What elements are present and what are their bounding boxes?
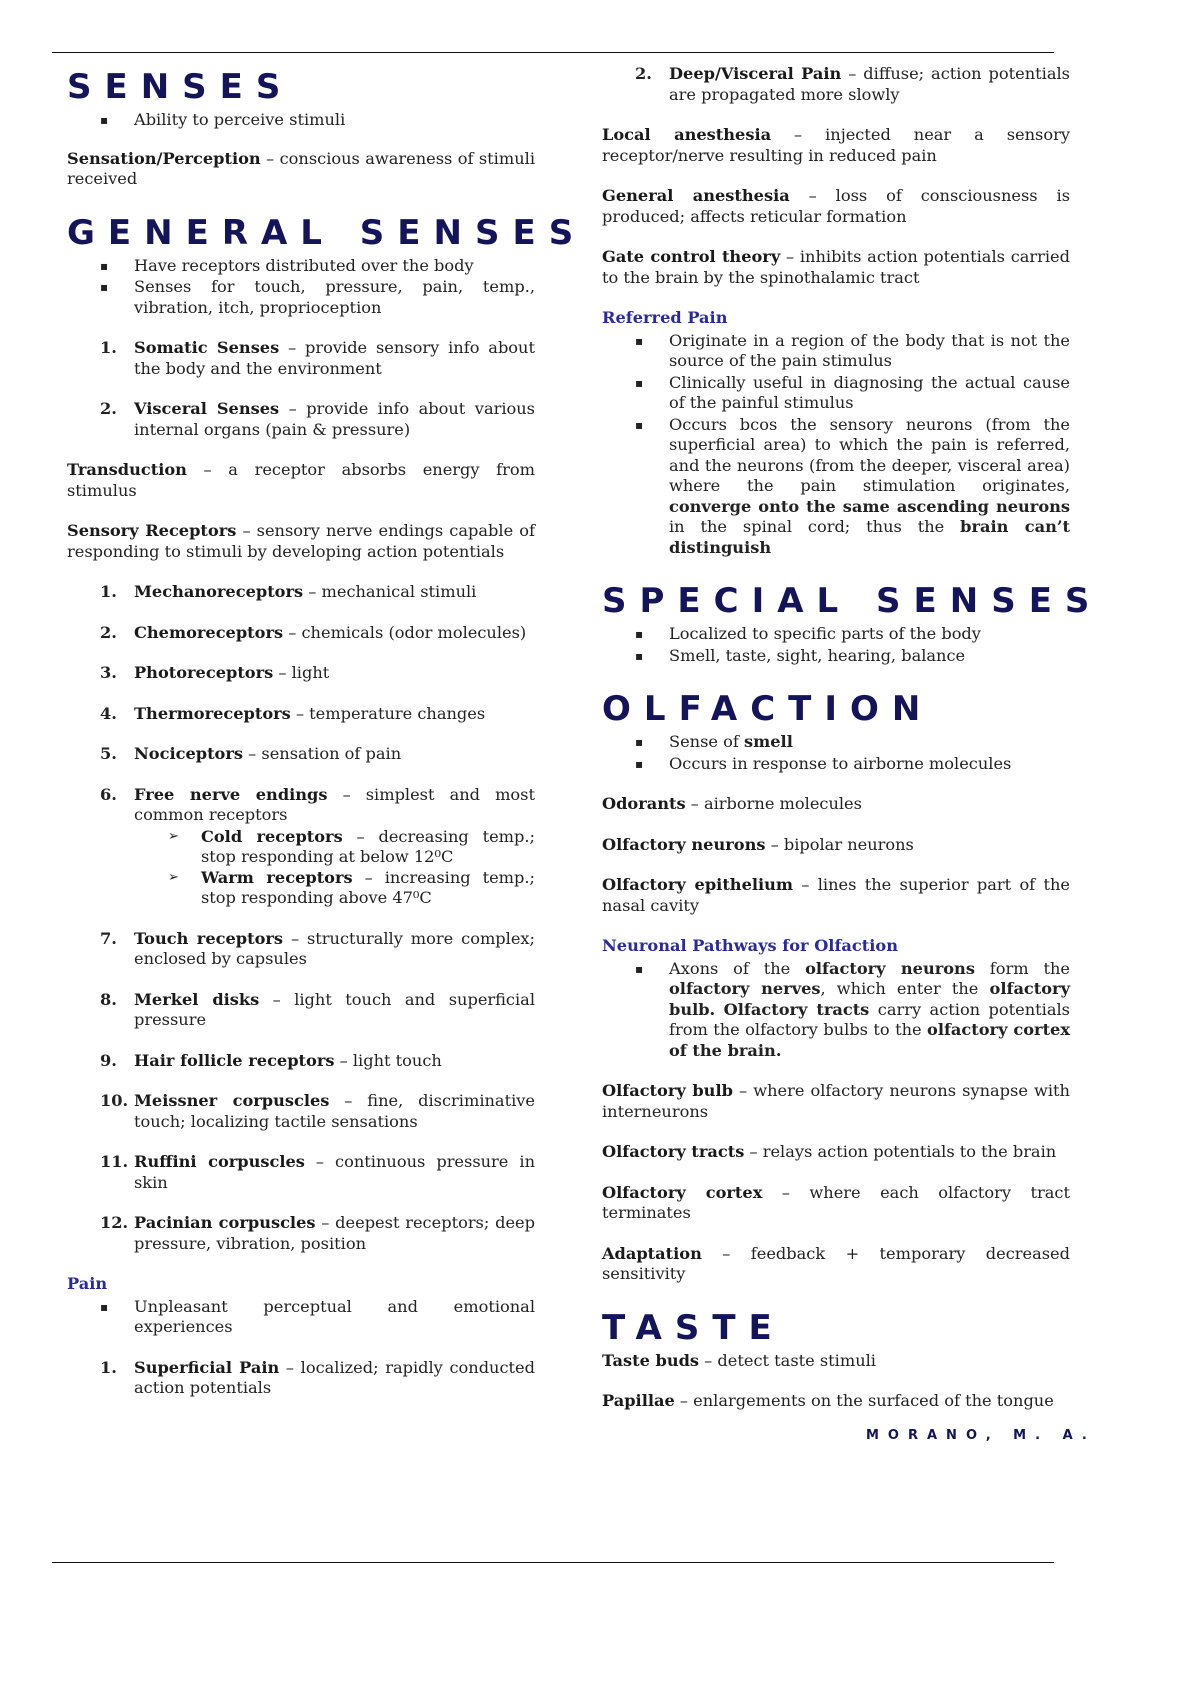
def-olfactory-epithelium: Olfactory epithelium – lines the superior part of the nasal cavity	[602, 875, 1070, 915]
bullet-pain: ▪ Unpleasant perceptual and emotional experiences	[67, 1297, 535, 1338]
receptor-item-free-nerve: 6. Free nerve endings – simplest and most common receptors ➢ Cold receptors – decreasing temp.; stop responding at below 12⁰C ➢ Warm receptors – increasing temp.; stop responding above 47⁰C	[67, 785, 535, 909]
bullet-ability: ▪ Ability to perceive stimuli	[67, 110, 535, 131]
def-taste-buds: Taste buds – detect taste stimuli	[602, 1350, 876, 1370]
subheading-referred-pain: Referred Pain	[602, 308, 728, 327]
heading-general-senses: GENERAL SENSES	[67, 212, 587, 253]
subheading-neuronal-pathways: Neuronal Pathways for Olfaction	[602, 936, 898, 955]
list-item: ▪ Smell, taste, sight, hearing, balance	[602, 646, 1070, 667]
def-sensory-receptors: Sensory Receptors – sensory nerve endings capable of responding to stimuli by developing action potentials	[67, 521, 535, 561]
list-item: ▪ Occurs bcos the sensory neurons (from the superficial area) to which the pain is referred, and the neurons (from the deeper, visceral area) where the pain stimulation originates, converge onto the same ascending neurons in the spinal cord; thus the brain can’t distinguish	[602, 415, 1070, 559]
list-item: ▪ Localized to specific parts of the body	[602, 624, 1070, 645]
referred-bullets	[602, 331, 1070, 559]
heading-senses: SENSES	[67, 67, 294, 107]
list-item: ▪ Occurs in response to airborne molecules	[602, 754, 1070, 775]
item-visceral: 2. Visceral Senses – provide info about various internal organs (pain & pressure)	[100, 399, 535, 439]
heading-taste: TASTE	[602, 1307, 785, 1348]
item-somatic: 1. Somatic Senses – provide sensory info about the body and the environment	[100, 338, 535, 378]
def-papillae: Papillae – enlargements on the surfaced of the tongue	[602, 1391, 1054, 1410]
list-item: ▪ Originate in a region of the body that is not the source of the pain stimulus	[602, 331, 1070, 372]
right-column	[602, 64, 1103, 1432]
def-olfactory-bulb: Olfactory bulb – where olfactory neurons synapse with interneurons	[602, 1081, 1070, 1121]
subheading-pain: Pain	[67, 1274, 108, 1293]
list-item: ▪ Clinically useful in diagnosing the actual cause of the painful stimulus	[602, 373, 1070, 414]
receptor-item: 12. Pacinian corpuscles – deepest receptors; deep pressure, vibration, position	[100, 1213, 535, 1253]
receptor-item: 10. Meissner corpuscles – fine, discriminative touch; localizing tactile sensations	[100, 1091, 535, 1131]
def-olfactory-tracts: Olfactory tracts – relays action potentials to the brain	[602, 1142, 1057, 1161]
def-olfactory-neurons: Olfactory neurons – bipolar neurons	[602, 834, 914, 854]
receptor-item: 3. Photoreceptors – light	[100, 663, 330, 682]
heading-olfaction: OLFACTION	[602, 689, 934, 729]
bottom-rule	[52, 1562, 1054, 1563]
receptor-item: 4. Thermoreceptors – temperature changes	[100, 703, 486, 723]
receptor-item: 5. Nociceptors – sensation of pain	[100, 744, 402, 763]
def-odorants: Odorants – airborne molecules	[602, 794, 862, 813]
left-column	[67, 64, 587, 1419]
item-superficial-pain: 1. Superficial Pain – localized; rapidly conducted action potentials	[100, 1357, 535, 1397]
def-transduction: Transduction – a receptor absorbs energy from stimulus	[67, 460, 535, 500]
receptor-item: 7. Touch receptors – structurally more complex; enclosed by capsules	[100, 928, 535, 968]
sub-item-cold: ➢ Cold receptors – decreasing temp.; stop responding at below 12⁰C	[134, 827, 535, 868]
bullet-pathway: ▪ Axons of the olfactory neurons form the olfactory nerves, which enter the olfactory bulb. Olfactory tracts carry action potentials from the olfactory bulbs to the olfactory cortex of the brain.	[602, 959, 1070, 1062]
heading-special-senses: SPECIAL SENSES	[602, 581, 1103, 621]
receptor-item: 1. Mechanoreceptors – mechanical stimuli	[100, 582, 477, 601]
receptor-item: 9. Hair follicle receptors – light touch	[100, 1050, 442, 1070]
receptor-item: 11. Ruffini corpuscles – continuous pressure in skin	[100, 1152, 535, 1192]
top-rule	[52, 52, 1054, 53]
special-bullets	[602, 624, 1070, 666]
receptor-item: 8. Merkel disks – light touch and superficial pressure	[100, 989, 535, 1029]
def-local-anesthesia: Local anesthesia – injected near a sensory receptor/nerve resulting in reduced pain	[602, 125, 1070, 165]
item-deep-pain: 2. Deep/Visceral Pain – diffuse; action potentials are propagated more slowly	[635, 64, 1070, 104]
thermo-subitems	[134, 827, 535, 909]
sub-item-warm: ➢ Warm receptors – increasing temp.; stop responding above 47⁰C	[134, 868, 535, 909]
list-item: ▪ Have receptors distributed over the body	[67, 256, 535, 277]
olfaction-bullets	[602, 732, 1070, 774]
author-footer: MORANO, M. A.	[866, 1428, 1096, 1443]
general-bullets	[67, 256, 535, 319]
def-olfactory-cortex: Olfactory cortex – where each olfactory tract terminates	[602, 1182, 1071, 1222]
list-item: ▪ Senses for touch, pressure, pain, temp., vibration, itch, proprioception	[67, 277, 535, 318]
def-general-anesthesia: General anesthesia – loss of consciousness is produced; affects reticular formation	[602, 186, 1071, 226]
def-sensation: Sensation/Perception – conscious awareness of stimuli received	[67, 148, 535, 188]
receptor-item: 2. Chemoreceptors – chemicals (odor molecules)	[100, 622, 527, 642]
def-gate-control: Gate control theory – inhibits action potentials carried to the brain by the spinothalamic tract	[602, 247, 1071, 287]
def-adaptation: Adaptation – feedback + temporary decreased sensitivity	[602, 1243, 1070, 1283]
list-item: ▪ Sense of smell	[602, 732, 1070, 753]
